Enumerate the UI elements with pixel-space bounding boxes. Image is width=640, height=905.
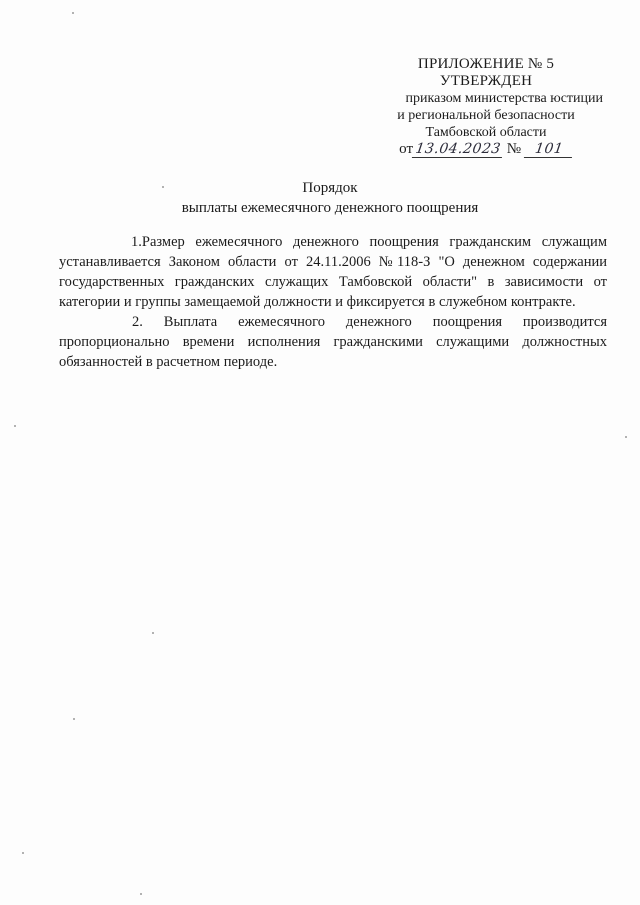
appendix-label: ПРИЛОЖЕНИЕ № 5 (417, 56, 555, 72)
handwritten-number: 101 (524, 142, 574, 158)
approval-line-3: Тамбовской области (425, 125, 547, 140)
scan-speck (162, 186, 164, 188)
approval-line-2: и региональной безопасности (397, 108, 575, 123)
document-body (59, 232, 607, 372)
number-prefix: № (506, 141, 522, 157)
approval-line-1: приказом министерства юстиции (405, 91, 603, 106)
scan-speck (14, 425, 16, 427)
paragraph-2: 2. Выплата ежемесячного денежного поощрения производится пропорционально времени исполнения гражданскими служащими должностных обязанностей в расчетном периоде. (59, 314, 607, 370)
title-line-1: Порядок (302, 180, 358, 196)
paragraph-1: 1.Размер ежемесячного денежного поощрения гражданским служащим устанавливается Законом области от 24.11.2006 №118-З "О денежном содержании государственных гражданских служащих Тамбовской области" в зависимости от категории и группы замещаемой должности и фиксируется в служебном контракте. (59, 234, 607, 310)
document-title (60, 178, 600, 218)
date-prefix: от (399, 141, 414, 157)
approval-block (366, 56, 606, 158)
scan-speck (152, 632, 154, 634)
scan-speck (73, 718, 75, 720)
scan-speck (625, 436, 627, 438)
approved-label: УТВЕРЖДЕН (439, 73, 533, 89)
title-line-2: выплаты ежемесячного денежного поощрения (181, 200, 479, 216)
scan-speck (140, 893, 142, 895)
order-date-line (366, 141, 606, 158)
scan-speck (72, 12, 74, 14)
handwritten-date: 13.04.2023 (412, 142, 504, 158)
scan-speck (22, 852, 24, 854)
